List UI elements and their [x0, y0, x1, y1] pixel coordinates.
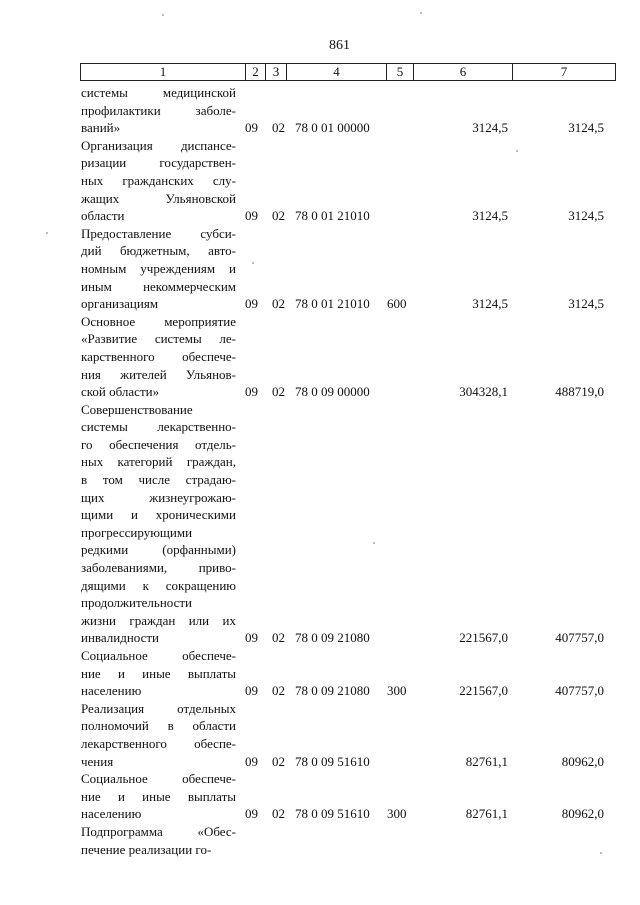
- table-row: [81, 313, 616, 401]
- description-line: полномочий в области: [81, 718, 236, 734]
- row-col-2: 09: [245, 120, 258, 136]
- row-col-5: 300: [387, 806, 407, 822]
- description-line: ризации государствен-: [81, 155, 236, 171]
- row-description: [81, 137, 236, 225]
- row-description: [81, 823, 236, 858]
- row-col-2: 09: [245, 630, 258, 646]
- description-line: редкими (орфанными): [81, 542, 236, 558]
- row-col-2: 09: [245, 683, 258, 699]
- row-col-7: 3124,5: [568, 208, 604, 224]
- row-description: [81, 647, 236, 700]
- description-line: системы медицинской: [81, 85, 236, 100]
- table-row: [81, 137, 616, 225]
- description-line: Организация диспансе-: [81, 137, 236, 153]
- description-line: Основное мероприятие: [81, 313, 236, 329]
- description-line: щих жизнеугрожаю-: [81, 489, 236, 505]
- row-col-2: 09: [245, 296, 258, 312]
- row-description: [81, 700, 236, 770]
- row-col-4: 78 0 09 00000: [295, 384, 370, 400]
- description-line: номным учреждениям и: [81, 260, 236, 276]
- row-col-7: 3124,5: [568, 120, 604, 136]
- description-line: прогрессирующими: [81, 524, 193, 540]
- row-col-6: 221567,0: [459, 683, 508, 699]
- row-col-4: 78 0 09 51610: [295, 806, 370, 822]
- row-col-6: 221567,0: [459, 630, 508, 646]
- header-cell-4: 4: [286, 63, 387, 81]
- description-line: карственного обеспече-: [81, 348, 236, 364]
- description-line: Подпрограмма «Обес-: [81, 823, 236, 839]
- row-col-4: 78 0 09 21080: [295, 683, 370, 699]
- description-line: ных категорий граждан,: [81, 454, 236, 470]
- description-line: печение реализации го-: [81, 841, 212, 857]
- description-line: в том числе страдаю-: [81, 472, 236, 488]
- row-col-3: 02: [272, 384, 285, 400]
- row-col-6: 3124,5: [472, 120, 508, 136]
- row-col-6: 82761,1: [465, 753, 508, 769]
- row-description: [81, 770, 236, 823]
- row-col-3: 02: [272, 296, 285, 312]
- row-col-3: 02: [272, 683, 285, 699]
- description-line: го обеспечения отдель-: [81, 436, 236, 452]
- description-line: ния жителей Ульянов-: [81, 366, 236, 382]
- row-col-4: 78 0 01 00000: [295, 120, 370, 136]
- description-line: Совершенствование: [81, 401, 193, 417]
- row-col-2: 09: [245, 806, 258, 822]
- row-col-6: 3124,5: [472, 208, 508, 224]
- description-line: системы лекарственно-: [81, 419, 236, 435]
- description-line: дящими к сокращению: [81, 577, 236, 593]
- row-col-3: 02: [272, 753, 285, 769]
- description-line: «Развитие системы ле-: [81, 331, 236, 347]
- description-line: ние и иные выплаты: [81, 665, 236, 681]
- row-col-7: 407757,0: [555, 630, 604, 646]
- scan-speck: [46, 232, 48, 234]
- description-line: области: [81, 208, 125, 224]
- row-col-6: 3124,5: [472, 296, 508, 312]
- row-col-7: 3124,5: [568, 296, 604, 312]
- row-col-4: 78 0 01 21010: [295, 296, 370, 312]
- header-cell-1: 1: [80, 63, 246, 81]
- scan-speck: [600, 852, 602, 854]
- table-row: [81, 700, 616, 770]
- row-col-2: 09: [245, 753, 258, 769]
- description-line: дий бюджетным, авто-: [81, 243, 236, 259]
- row-col-4: 78 0 09 21080: [295, 630, 370, 646]
- row-col-7: 80962,0: [561, 806, 604, 822]
- row-col-7: 488719,0: [555, 384, 604, 400]
- row-col-2: 09: [245, 208, 258, 224]
- row-col-7: 407757,0: [555, 683, 604, 699]
- table-row: [81, 401, 616, 647]
- description-line: населению: [81, 683, 142, 699]
- description-line: жащих Ульяновской: [81, 190, 236, 206]
- row-col-3: 02: [272, 120, 285, 136]
- scan-speck: [373, 542, 375, 544]
- row-description: [81, 313, 236, 401]
- page-number: 861: [329, 38, 350, 53]
- description-line: населению: [81, 806, 142, 822]
- scan-speck: [420, 12, 422, 14]
- table-body: [81, 84, 616, 858]
- row-description: [81, 225, 236, 313]
- header-cell-2: 2: [245, 63, 266, 81]
- row-col-4: 78 0 09 51610: [295, 753, 370, 769]
- table-row: [81, 770, 616, 823]
- description-line: ние и иные выплаты: [81, 788, 236, 804]
- row-col-6: 82761,1: [465, 806, 508, 822]
- header-cell-5: 5: [386, 63, 414, 81]
- scan-speck: [516, 150, 518, 152]
- row-col-5: 600: [387, 296, 407, 312]
- scan-speck: [252, 262, 254, 264]
- table-row: [81, 84, 616, 137]
- row-col-4: 78 0 01 21010: [295, 208, 370, 224]
- description-line: Предоставление субси-: [81, 225, 236, 241]
- table-row: [81, 647, 616, 700]
- row-col-2: 09: [245, 384, 258, 400]
- description-line: продолжительности: [81, 595, 193, 611]
- row-col-7: 80962,0: [561, 753, 604, 769]
- row-col-3: 02: [272, 806, 285, 822]
- row-col-5: 300: [387, 683, 407, 699]
- description-line: инвалидности: [81, 630, 160, 646]
- description-line: Социальное обеспече-: [81, 771, 236, 787]
- row-col-3: 02: [272, 208, 285, 224]
- description-line: ваний»: [81, 120, 121, 136]
- row-col-3: 02: [272, 630, 285, 646]
- description-line: заболеваниями, приво-: [81, 560, 236, 576]
- header-cell-7: 7: [512, 63, 616, 81]
- description-line: чения: [81, 753, 114, 769]
- description-line: Социальное обеспече-: [81, 648, 236, 663]
- description-line: Реализация отдельных: [81, 700, 236, 716]
- row-description: [81, 401, 236, 647]
- description-line: лекарственного обеспе-: [81, 735, 236, 751]
- description-line: организациям: [81, 296, 159, 312]
- description-line: щими и хроническими: [81, 507, 236, 523]
- table-row: [81, 823, 616, 858]
- description-line: жизни граждан или их: [81, 612, 236, 628]
- scan-speck: [162, 14, 164, 16]
- header-cell-6: 6: [413, 63, 513, 81]
- description-line: профилактики заболе-: [81, 102, 236, 118]
- header-cell-3: 3: [265, 63, 287, 81]
- row-description: [81, 84, 236, 137]
- table-row: [81, 225, 616, 313]
- description-line: ных гражданских слу-: [81, 172, 236, 188]
- description-line: ской области»: [81, 384, 160, 400]
- description-line: иным некоммерческим: [81, 278, 236, 294]
- row-col-6: 304328,1: [459, 384, 508, 400]
